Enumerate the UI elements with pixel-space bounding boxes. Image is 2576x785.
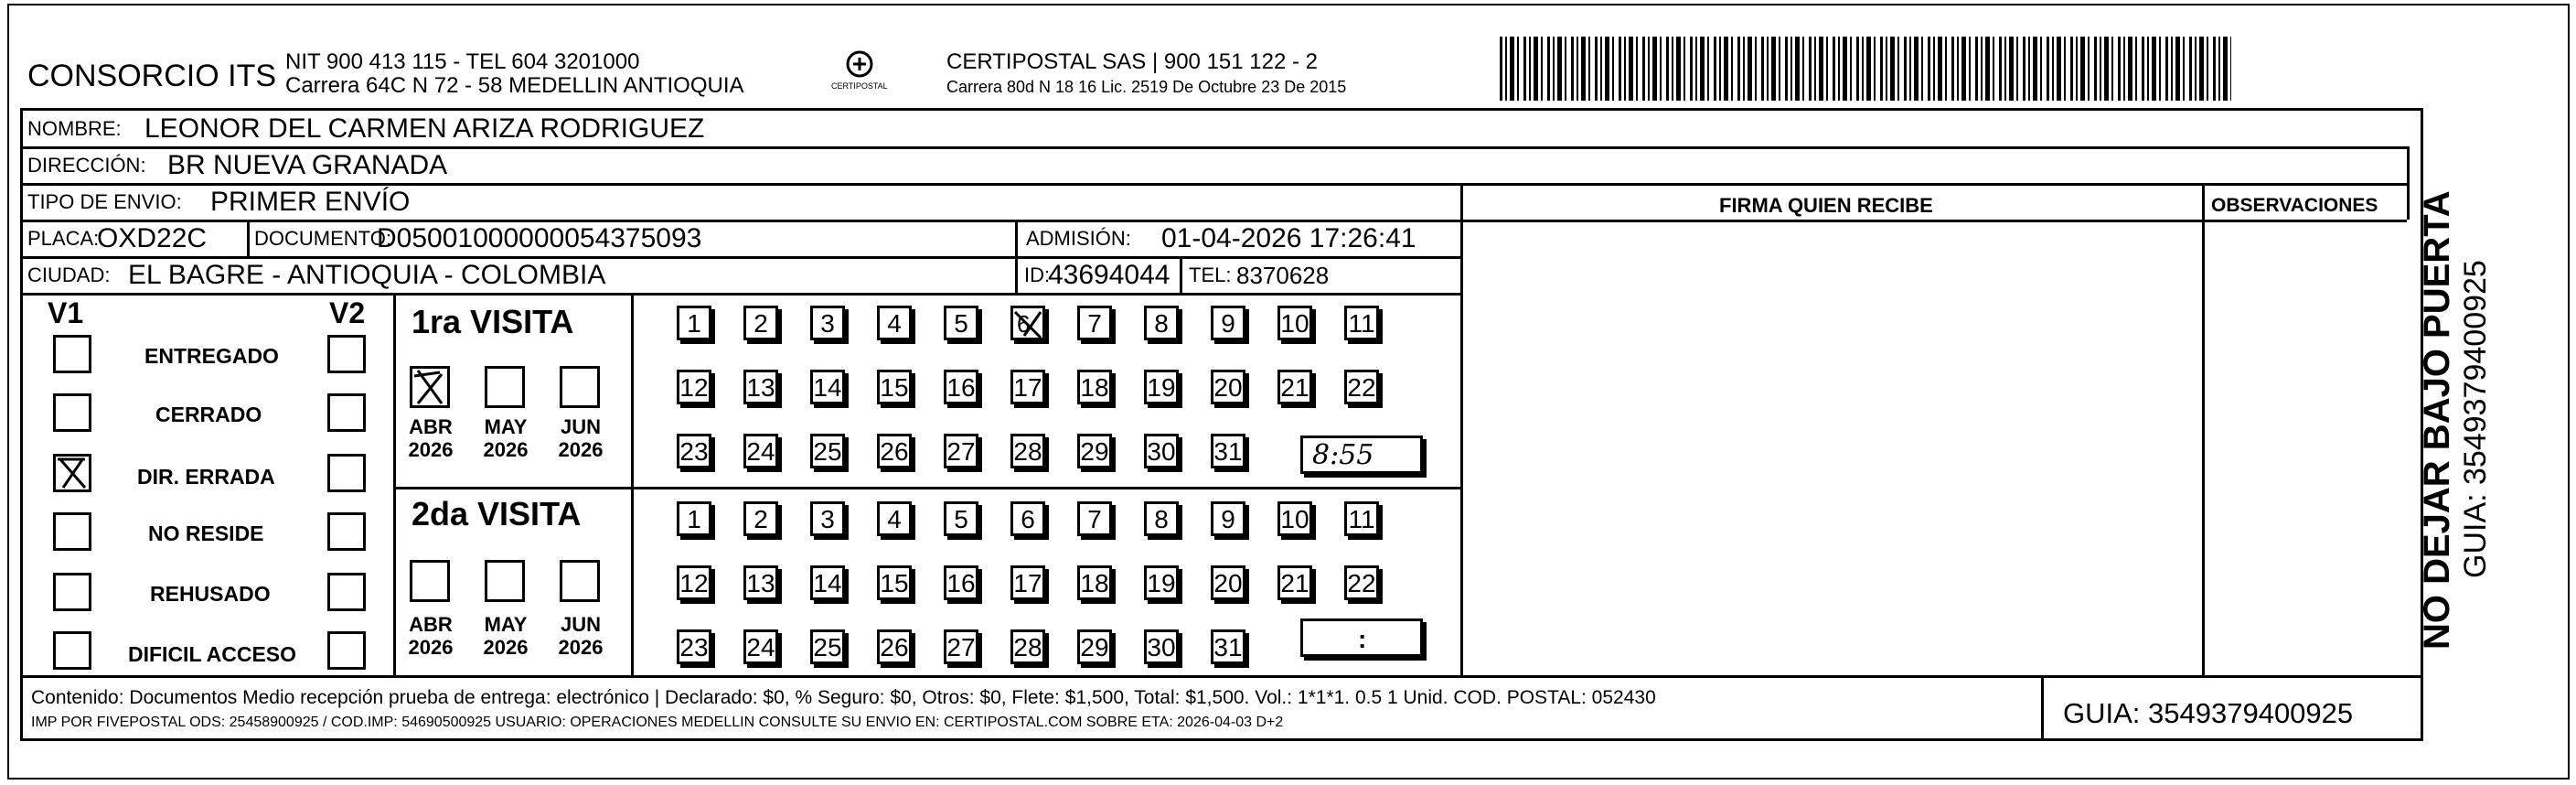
handwritten-check-mark-icon [56,457,89,489]
v1-day-11[interactable]: 11 [1344,306,1379,340]
v1-day-27[interactable]: 27 [944,434,978,468]
v1-month-may-label: MAY 2026 [483,415,529,462]
v2-day-29[interactable]: 29 [1077,629,1112,664]
v1-day-28[interactable]: 28 [1010,434,1045,468]
v2-day-23[interactable]: 23 [677,629,711,664]
id-label: ID: [1024,263,1051,286]
tel-value: 8370628 [1236,262,1330,289]
first-visit-title: 1ra VISITA [412,303,574,340]
v2-month-abr-box[interactable] [410,560,450,602]
ciudad-value: EL BAGRE - ANTIOQUIA - COLOMBIA [128,260,606,290]
status-dir-errada: DIR. ERRADA [137,465,275,489]
v2-day-22[interactable]: 22 [1344,565,1379,600]
v2-day-1[interactable]: 1 [677,501,711,536]
side-warning: NO DEJAR BAJO PUERTA [2417,190,2457,650]
v1-day-12[interactable]: 12 [677,370,711,404]
v1-day-8[interactable]: 8 [1144,306,1179,340]
placa-value: OXD22C [97,223,208,253]
v2-day-27[interactable]: 27 [944,629,978,664]
v1-day-23[interactable]: 23 [677,434,711,468]
v1-month-may-box[interactable] [485,366,525,408]
v2-day-31[interactable]: 31 [1211,629,1245,664]
admision-label: ADMISIÓN: [1026,227,1131,250]
v1-day-22[interactable]: 22 [1344,370,1379,404]
v2-day-19[interactable]: 19 [1144,565,1179,600]
v1-day-2[interactable]: 2 [743,306,778,340]
v1-day-21[interactable]: 21 [1277,370,1312,404]
v1-day-17[interactable]: 17 [1010,370,1045,404]
v2-day-6[interactable]: 6 [1010,501,1045,536]
v1-dificil-acceso-checkbox[interactable] [53,631,91,670]
v1-no-reside-checkbox[interactable] [53,512,91,551]
handwritten-check-mark-icon [1013,308,1044,339]
v2-day-5[interactable]: 5 [944,501,978,536]
v2-day-11[interactable]: 11 [1344,501,1379,536]
v2-time-box[interactable] [1300,618,1423,657]
v1-time-handwritten: 8:55 [1312,439,1374,471]
v1-day-3[interactable]: 3 [810,306,845,340]
status-cerrado: CERRADO [155,403,262,426]
v2-day-2[interactable]: 2 [743,501,778,536]
v2-day-30[interactable]: 30 [1144,629,1179,664]
tel-label: TEL: [1189,263,1232,286]
v2-day-9[interactable]: 9 [1211,501,1245,536]
v1-month-jun-box[interactable] [560,366,600,408]
v2-day-8[interactable]: 8 [1144,501,1179,536]
firma-header: FIRMA QUIEN RECIBE [1719,194,1933,217]
v2-day-18[interactable]: 18 [1077,565,1112,600]
v2-day-15[interactable]: 15 [877,565,912,600]
documento-label: DOCUMENTO: [254,227,391,250]
placa-label: PLACA: [27,227,100,250]
company-address: Carrera 64C N 72 - 58 MEDELLIN ANTIOQUIA [285,73,744,98]
v1-day-6[interactable]: 6 [1010,306,1045,340]
v1-day-29[interactable]: 29 [1077,434,1112,468]
tipo-envio-value: PRIMER ENVÍO [210,187,411,217]
v1-day-4[interactable]: 4 [877,306,912,340]
carrier-name: CERTIPOSTAL SAS | 900 151 122 - 2 [946,49,1318,74]
nombre-value: LEONOR DEL CARMEN ARIZA RODRIGUEZ [144,113,705,144]
v1-month-jun-label: JUN 2026 [558,415,604,462]
v1-day-24[interactable]: 24 [743,434,778,468]
v1-day-30[interactable]: 30 [1144,434,1179,468]
v2-no-reside-checkbox[interactable] [327,512,366,551]
footer-content-line: Contenido: Documentos Medio recepción prueba de entrega: electrónico | Declarado: $0, % Seguro: $0, Otros: $0, Flete: $1,500, Total: $1,500. Vol.: 1*1*1. 0.5 1 Unid. COD. POSTAL: 052430 [31,687,1656,708]
v1-dir-errada-checkbox[interactable] [53,454,91,492]
logo-text: CERTIPOSTAL [831,81,888,91]
v1-day-10[interactable]: 10 [1277,306,1312,340]
v2-day-28[interactable]: 28 [1010,629,1045,664]
v2-day-24[interactable]: 24 [743,629,778,664]
v2-month-may-label: MAY 2026 [483,613,529,660]
v1-day-31[interactable]: 31 [1211,434,1245,468]
v1-day-18[interactable]: 18 [1077,370,1112,404]
v1-entregado-checkbox[interactable] [53,335,91,373]
v2-day-20[interactable]: 20 [1211,565,1245,600]
v1-day-26[interactable]: 26 [877,434,912,468]
v1-rehusado-checkbox[interactable] [53,573,91,611]
status-entregado: ENTREGADO [144,344,279,368]
v2-day-26[interactable]: 26 [877,629,912,664]
v2-dir-errada-checkbox[interactable] [327,454,366,492]
v2-day-16[interactable]: 16 [944,565,978,600]
v1-month-abr-box[interactable] [410,366,450,408]
company-name: CONSORCIO ITS [27,59,277,93]
v2-cerrado-checkbox[interactable] [327,393,366,432]
v1-day-16[interactable]: 16 [944,370,978,404]
v2-day-3[interactable]: 3 [810,501,845,536]
second-visit-title: 2da VISITA [412,495,582,532]
v2-day-4[interactable]: 4 [877,501,912,536]
admision-value: 01-04-2026 17:26:41 [1161,223,1416,253]
direccion-label: DIRECCIÓN: [27,154,146,177]
v2-day-12[interactable]: 12 [677,565,711,600]
v1-day-15[interactable]: 15 [877,370,912,404]
v1-day-7[interactable]: 7 [1077,306,1112,340]
status-dificil-acceso: DIFICIL ACCESO [128,642,297,666]
footer-guia-box: GUIA: 3549379400925 [2063,697,2354,729]
v2-month-jun-label: JUN 2026 [558,613,604,660]
tipo-envio-label: TIPO DE ENVIO: [27,190,182,213]
direccion-value: BR NUEVA GRANADA [167,150,448,180]
id-value: 43694044 [1048,260,1170,290]
v2-month-may-box[interactable] [485,560,525,602]
v1-day-9[interactable]: 9 [1211,306,1245,340]
v2-day-13[interactable]: 13 [743,565,778,600]
v2-time-colon: : [1358,625,1367,653]
v2-day-17[interactable]: 17 [1010,565,1045,600]
v2-dificil-acceso-checkbox[interactable] [327,631,366,670]
observaciones-header: OBSERVACIONES [2211,195,2378,216]
v1-day-1[interactable]: 1 [677,306,711,340]
v1-time-box[interactable] [1300,436,1423,474]
company-nit: NIT 900 413 115 - TEL 604 3201000 [285,49,640,74]
v2-entregado-checkbox[interactable] [327,335,366,373]
v2-day-14[interactable]: 14 [810,565,845,600]
v1-day-5[interactable]: 5 [944,306,978,340]
nombre-label: NOMBRE: [27,117,122,140]
v2-month-jun-box[interactable] [560,560,600,602]
v2-day-7[interactable]: 7 [1077,501,1112,536]
v1-month-abr-label: ABR 2026 [408,415,454,462]
ciudad-label: CIUDAD: [27,263,111,286]
carrier-address: Carrera 80d N 18 16 Lic. 2519 De Octubre 23 De 2015 [946,78,1347,96]
v1-day-13[interactable]: 13 [743,370,778,404]
documento-value: D05001000000054375093 [377,223,702,253]
v1-day-25[interactable]: 25 [810,434,845,468]
v2-header: V2 [329,296,366,329]
v2-month-abr-label: ABR 2026 [408,613,454,660]
v1-day-14[interactable]: 14 [810,370,845,404]
v1-day-19[interactable]: 19 [1144,370,1179,404]
footer-imp-line: IMP POR FIVEPOSTAL ODS: 25458900925 / COD.IMP: 54690500925 USUARIO: OPERACIONES MEDELLIN CONSULTE SU ENVIO EN: CERTIPOSTAL.COM SOBRE ETA: 2026-04-03 D+2 [31,715,1284,730]
v2-day-10[interactable]: 10 [1277,501,1312,536]
status-rehusado: REHUSADO [150,582,271,606]
v1-header: V1 [48,296,84,329]
side-guia: GUIA: 3549379400925 [2458,260,2493,578]
v2-rehusado-checkbox[interactable] [327,573,366,611]
v1-cerrado-checkbox[interactable] [53,393,91,432]
v2-day-25[interactable]: 25 [810,629,845,664]
handwritten-check-mark-icon [412,369,447,405]
v2-day-21[interactable]: 21 [1277,565,1312,600]
v1-day-20[interactable]: 20 [1211,370,1245,404]
status-no-reside: NO RESIDE [148,522,264,545]
